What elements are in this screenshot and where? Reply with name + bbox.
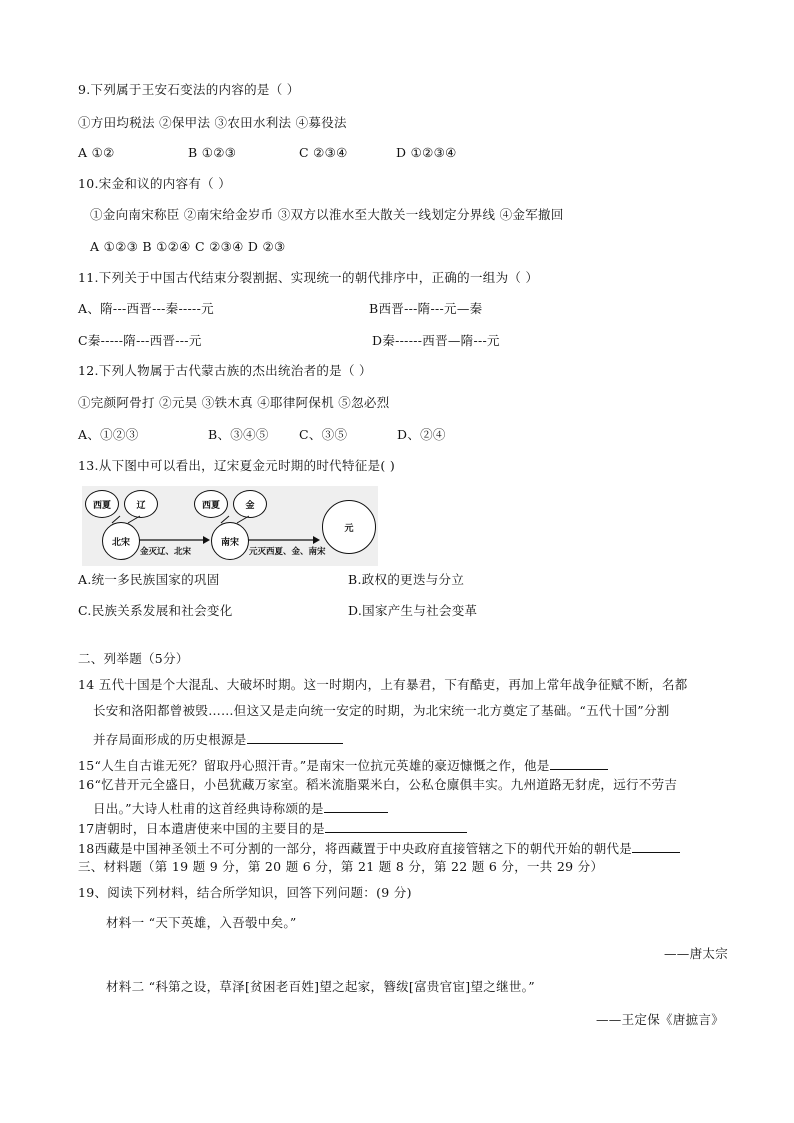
q17: 17唐朝时，日本遣唐使来中国的主要目的是 — [78, 819, 467, 837]
q13-option-a: A.统一多民族国家的巩固 — [78, 572, 220, 587]
node-xixia-2: 西夏 — [194, 490, 228, 518]
q9-answer-b: B ①②③ — [188, 145, 237, 160]
q14-line2: 长安和洛阳都曾被毁……但这又是走向统一安定的时期，为北宋统一北方奠定了基础。“五代十国”分割 — [93, 703, 670, 718]
q9-stem: 9.下列属于王安石变法的内容的是（ ） — [78, 82, 300, 97]
q18: 18西藏是中国神圣领土不可分割的一部分，将西藏置于中央政府直接管辖之下的朝代开始的朝代是 — [78, 839, 680, 857]
q11-option-a: A、隋---西晋---秦-----元 — [78, 301, 214, 316]
q10-options: ①金向南宋称臣 ②南宋给金岁币 ③双方以淮水至大散关一线划定分界线 ④金军撤回 — [90, 207, 564, 222]
q13-option-b: B.政权的更迭与分立 — [348, 572, 465, 587]
answer-blank — [632, 839, 680, 853]
q11-stem: 11.下列关于中国古代结束分裂割据、实现统一的朝代排序中，正确的一组为（ ） — [78, 270, 539, 285]
diagram-arrows — [82, 486, 378, 566]
material-2: 材料二 “科第之设，草泽[贫困老百姓]望之起家，簪绂[富贵官宦]望之继世。” — [106, 979, 535, 994]
q15: 15“人生自古谁无死？留取丹心照汗青。”是南宋一位抗元英雄的豪迈慷慨之作，他是 — [78, 756, 608, 774]
arrow-2-label: 元灭西夏、金、南宋 — [249, 547, 326, 557]
connector-line — [221, 516, 229, 523]
q12-answer-d: D、②④ — [397, 427, 446, 442]
q16-line2: 日出。”大诗人杜甫的这首经典诗称颂的是 — [93, 799, 388, 817]
q13-stem: 13.从下图中可以看出，辽宋夏金元时期的时代特征是( ) — [78, 458, 396, 473]
q10-stem: 10.宋金和议的内容有（ ） — [78, 176, 232, 191]
q12-options: ①完颜阿骨打 ②元昊 ③铁木真 ④耶律阿保机 ⑤忽必烈 — [78, 395, 390, 410]
connector-line — [128, 516, 140, 523]
node-nansong: 南宋 — [211, 522, 249, 560]
q13-option-d: D.国家产生与社会变革 — [348, 603, 478, 618]
q10-answers: A ①②③ B ①②④ C ②③④ D ②③ — [90, 239, 286, 254]
answer-blank — [247, 730, 343, 744]
q9-answer-c: C ②③④ — [299, 145, 348, 160]
section3-title: 三、材料题（第 19 题 9 分，第 20 题 6 分，第 21 题 8 分，第 22 题 6 分，一共 29 分） — [78, 859, 604, 874]
node-xixia-1: 西夏 — [85, 490, 119, 518]
q11-option-d: D秦------西晋—隋---元 — [372, 333, 500, 348]
answer-blank — [325, 819, 467, 833]
q9-answer-a: A ①② — [78, 145, 115, 160]
material-1: 材料一 “天下英雄，入吾彀中矣。” — [106, 915, 297, 930]
answer-blank — [324, 799, 388, 813]
material-2-source: ——王定保《唐摭言》 — [596, 1012, 725, 1027]
arrow-1-head — [203, 536, 210, 544]
node-yuan: 元 — [322, 500, 376, 554]
q12-answer-a: A、①②③ — [78, 427, 139, 442]
node-jin: 金 — [233, 490, 267, 518]
node-liao: 辽 — [124, 490, 158, 518]
q14-line1: 14 五代十国是个大混乱、大破坏时期。这一时期内，上有暴君，下有酷吏，再加上常年战争征赋不断，名都 — [78, 677, 688, 692]
q12-answer-c: C、③⑤ — [299, 427, 348, 442]
node-beisong: 北宋 — [102, 522, 140, 560]
q9-answer-d: D ①②③④ — [396, 145, 457, 160]
q12-answer-b: B、③④⑤ — [208, 427, 269, 442]
q19-stem: 19、阅读下列材料，结合所学知识，回答下列问题：(9 分) — [78, 885, 412, 900]
q12-stem: 12.下列人物属于古代蒙古族的杰出统治者的是（ ） — [78, 363, 372, 378]
answer-blank — [550, 756, 608, 770]
connector-line — [112, 516, 120, 523]
arrow-1-label: 金灭辽、北宋 — [140, 547, 192, 557]
section2-title: 二、列举题（5分） — [78, 651, 189, 666]
q9-options: ①方田均税法 ②保甲法 ③农田水利法 ④募役法 — [78, 115, 347, 130]
arrow-2-head — [313, 536, 320, 544]
q13-option-c: C.民族关系发展和社会变化 — [78, 603, 233, 618]
q11-option-b: B西晋---隋---元—秦 — [369, 301, 483, 316]
q16-line1: 16“忆昔开元全盛日，小邑犹藏万家室。稻米流脂粟米白，公私仓廪俱丰实。九州道路无豺虎，远行不劳吉 — [78, 777, 678, 792]
dynasty-flow-diagram — [82, 486, 378, 566]
material-1-source: ——唐太宗 — [664, 946, 729, 961]
connector-line — [237, 516, 249, 523]
q11-option-c: C秦-----隋---西晋---元 — [78, 333, 202, 348]
q14-line3: 并存局面形成的历史根源是 — [93, 730, 343, 748]
